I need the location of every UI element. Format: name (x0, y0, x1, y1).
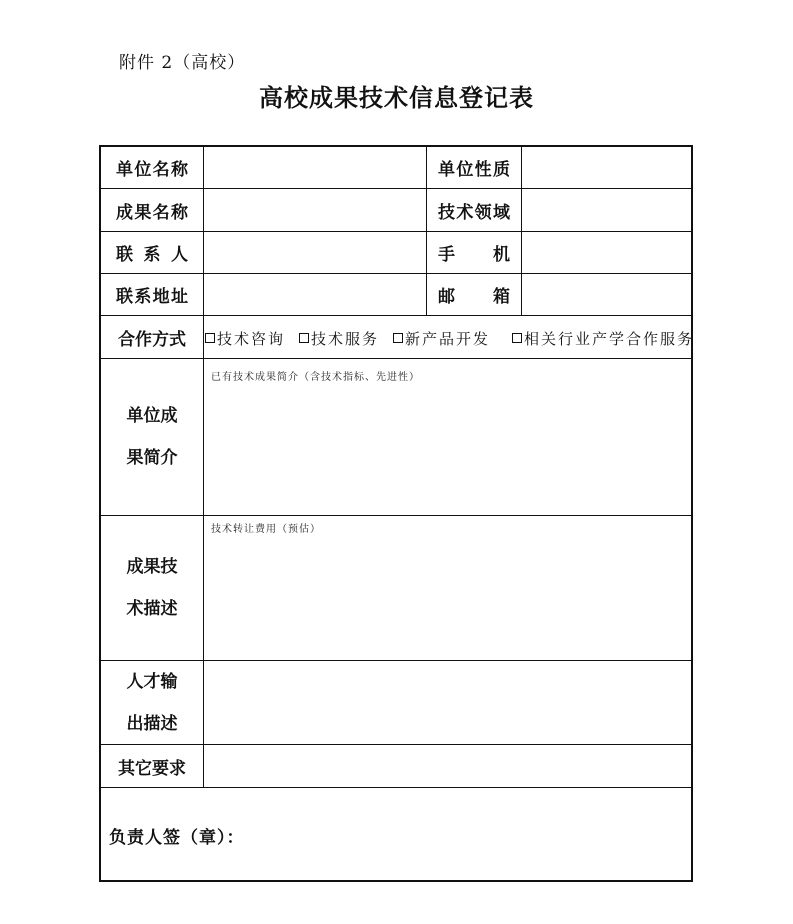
mobile-field[interactable] (522, 232, 691, 273)
registration-form (99, 145, 693, 882)
tech-desc-hint: 技术转让费用（预估） (211, 524, 321, 535)
checkbox-icon[interactable] (512, 333, 522, 343)
checkbox-icon[interactable] (393, 333, 403, 343)
coop-option-consulting[interactable]: 技术咨询 (205, 328, 285, 349)
other-label: 其它要求 (118, 758, 186, 779)
form-title: 高校成果技术信息登记表 (259, 83, 534, 112)
coop-option-new-product[interactable]: 新产品开发 (393, 328, 490, 349)
signature-area[interactable] (101, 788, 691, 880)
result-name-label: 成 果 名 称 (116, 202, 188, 223)
attachment-note: 附件 2（高校） (119, 53, 246, 73)
unit-summary-field[interactable] (204, 359, 691, 515)
unit-name-field[interactable] (204, 147, 426, 188)
contact-field[interactable] (204, 232, 426, 273)
result-name-field[interactable] (204, 189, 426, 231)
checkbox-icon[interactable] (205, 333, 215, 343)
talent-field[interactable] (204, 661, 691, 744)
unit-summary-label: 单位成 果简介 (126, 406, 178, 468)
talent-label: 人才输 出描述 (126, 671, 178, 734)
coop-option-service[interactable]: 技术服务 (299, 328, 379, 349)
checkbox-icon[interactable] (299, 333, 309, 343)
tech-desc-field[interactable] (204, 516, 691, 660)
email-field[interactable] (522, 274, 691, 315)
address-label: 联 系 地 址 (116, 287, 188, 307)
email-label: 邮 箱 (438, 287, 510, 307)
mobile-label: 手 机 (438, 245, 510, 265)
coop-options (205, 317, 694, 359)
other-field[interactable] (204, 745, 691, 787)
tech-field-field[interactable] (522, 189, 691, 231)
coop-label: 合作方式 (118, 329, 186, 350)
unit-nature-field[interactable] (522, 147, 691, 188)
unit-name-label: 单 位 名 称 (116, 160, 188, 180)
tech-field-label: 技 术 领 域 (438, 202, 510, 223)
unit-summary-hint: 已有技术成果简介（含技术指标、先进性） (211, 372, 420, 383)
address-field[interactable] (204, 274, 426, 315)
unit-nature-label: 单 位 性 质 (438, 160, 510, 180)
tech-desc-label: 成果技 术描述 (126, 557, 178, 619)
contact-label: 联 系 人 (116, 245, 188, 265)
signature-label: 负责人签（章）： (109, 828, 245, 848)
coop-option-industry[interactable]: 相关行业产学合作服务 (512, 328, 694, 349)
